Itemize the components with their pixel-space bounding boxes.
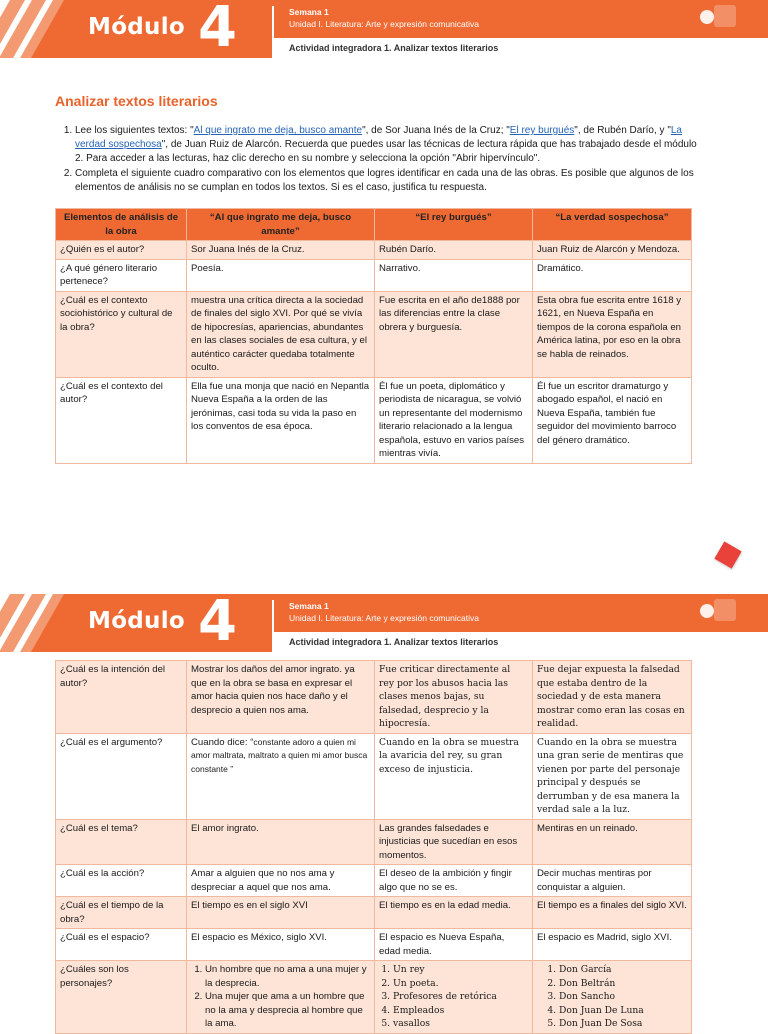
- list-item: 2. Don Beltrán: [559, 977, 687, 991]
- characters-list-3: [537, 963, 687, 1031]
- table-row: [56, 733, 692, 819]
- link-el-rey-burgues[interactable]: El rey burgués: [509, 125, 575, 136]
- table-cell: ¿Cuál es el tema?: [56, 819, 187, 865]
- week-label: Semana 1: [289, 7, 329, 17]
- table-cell: El espacio es México, siglo XVI.: [187, 929, 375, 961]
- page1-header: [0, 0, 768, 58]
- table-cell: Él fue un escritor dramaturgo y abogado español, el nació en Nueva España, también fue seguidor del movimiento barroco del género dramático.: [533, 377, 692, 463]
- comparison-table-page1: [55, 208, 692, 464]
- list-item: 2. Un poeta.: [393, 977, 528, 991]
- table-cell: Sor Juana Inés de la Cruz.: [187, 241, 375, 260]
- table-cell: Las grandes falsedades e injusticias que sucedían en esos momentos.: [375, 819, 533, 865]
- table-cell: Narrativo.: [375, 259, 533, 291]
- table-cell: Fue dejar expuesta la falsedad que estaba dentro de la sociedad y de esta manera mostrar como eran las cosas en realidad.: [533, 661, 692, 734]
- list-item: 1. Don García: [559, 963, 687, 977]
- table-cell: Mostrar los daños del amor ingrato. ya que en la obra se basa en expresar el amor hacia quien nos hace daño y el desprecio a quien nos ama.: [187, 661, 375, 734]
- table-cell: ¿A qué género literario pertenece?: [56, 259, 187, 291]
- table-cell: El tiempo es a finales del siglo XVI.: [533, 897, 692, 929]
- table-cell: Ella fue una monja que nació en Nepantla Nueva España a la orden de las jerónimas, casi toda su vida la paso en los conventos de esa época.: [187, 377, 375, 463]
- table-cell: Fue escrita en el año de1888 por las diferencias entre la clase obrera y burguesía.: [375, 291, 533, 377]
- unit-label: Unidad I. Literatura: Arte y expresión comunicativa: [289, 613, 479, 623]
- list-item: 5. vasallos: [393, 1017, 528, 1031]
- table-cell: Esta obra fue escrita entre 1618 y 1621, en Nueva España en tiempos de la corona española en América latina, por eso en la obra se habla de reinados.: [533, 291, 692, 377]
- table-cell: Cuando en la obra se muestra una gran serie de mentiras que vienen por parte del personaje principal y después se derrumban y de esa manera la verdad sale a la luz.: [533, 733, 692, 819]
- table-cell: ¿Cuál es la acción?: [56, 865, 187, 897]
- link-al-que-ingrato[interactable]: Al que ingrato me deja, busco amante: [193, 125, 363, 136]
- table-cell: Mentiras en un reinado.: [533, 819, 692, 865]
- table-row: [56, 291, 692, 377]
- table-cell: Poesía.: [187, 259, 375, 291]
- table-row: [56, 377, 692, 463]
- list-item: 5. Don Juan De Sosa: [559, 1017, 687, 1031]
- table-cell: [187, 733, 375, 819]
- table-cell: Dramático.: [533, 259, 692, 291]
- table-cell: Rubén Darío.: [375, 241, 533, 260]
- prepa-en-linea-logo: [698, 2, 738, 34]
- list-item: 3. Don Sancho: [559, 990, 687, 1004]
- table-row: [56, 661, 692, 734]
- characters-list-2: [379, 963, 528, 1031]
- week-label: Semana 1: [289, 601, 329, 611]
- module-number: 4: [198, 0, 237, 58]
- table-cell: El amor ingrato.: [187, 819, 375, 865]
- column-header: “Al que ingrato me deja, busco amante”: [187, 209, 375, 241]
- table-cell: El tiempo es en el siglo XVI: [187, 897, 375, 929]
- table-cell: [375, 961, 533, 1034]
- table-cell: ¿Cuál es la intención del autor?: [56, 661, 187, 734]
- table-cell: El deseo de la ambición y fingir algo que no se es.: [375, 865, 533, 897]
- table-cell: Cuando en la obra se muestra la avaricia del rey, su gran exceso de injusticia.: [375, 733, 533, 819]
- table-cell: ¿Cuál es el contexto sociohistórico y cultural de la obra?: [56, 291, 187, 377]
- header-divider: [272, 600, 274, 638]
- column-header: “La verdad sospechosa”: [533, 209, 692, 241]
- table-cell: El tiempo es en la edad media.: [375, 897, 533, 929]
- section-title: Analizar textos literarios: [55, 93, 218, 109]
- table-cell: El espacio es Madrid, siglo XVI.: [533, 929, 692, 961]
- module-label: Módulo: [88, 608, 186, 634]
- table-row: [56, 961, 692, 1034]
- activity-title: Actividad integradora 1. Analizar textos literarios: [289, 43, 499, 53]
- list-item: 2. Una mujer que ama a un hombre que no la ama y desprecia al hombre que la ama.: [205, 990, 370, 1031]
- characters-list-1: [191, 963, 370, 1031]
- table-cell: Él fue un poeta, diplomático y periodista de nicaragua, se volvió un representante del modernismo literario relacionado a la lengua española, estuvo en varios países mientras vivía.: [375, 377, 533, 463]
- table-row: [56, 897, 692, 929]
- list-item: 4. Empleados: [393, 1004, 528, 1018]
- argument-quote: constante adoro a quien mi amor maltrata, maltrato a quien mi amor busca constante ”: [191, 736, 368, 774]
- instruction-item-1: 1. Lee los siguientes textos: "Al que ingrato me deja, busco amante", de Sor Juana Inés de la Cruz; "El rey burgués", de Rubén Darío, y "La verdad sospechosa", de Juan Ruiz de Alarcón. Recuerda que puedes usar las técnicas de lectura rápida que has trabajado desde el módulo 2. Para acceder a las lecturas, haz clic derecho en su nombre y selecciona la opción "Abrir hipervínculo".: [75, 124, 705, 166]
- table-cell: [533, 961, 692, 1034]
- table-cell: Fue criticar directamente al rey por los abusos hacia las clases menos bajas, su falsedad, desprecio y la hipocresía.: [375, 661, 533, 734]
- table-cell: muestra una crítica directa a la sociedad de finales del siglo XVI. Por qué se vivía de hipocresías, apariencias, abundantes en las clases sociales de esa cultura, y el auténtico carácter quedaba totalmente oculto.: [187, 291, 375, 377]
- list-item: 1. Un rey: [393, 963, 528, 977]
- table-cell: ¿Cuáles son los personajes?: [56, 961, 187, 1034]
- table-row: [56, 241, 692, 260]
- table-cell: ¿Cuál es el contexto del autor?: [56, 377, 187, 463]
- page2-header: [0, 594, 768, 652]
- instructions: [55, 124, 705, 196]
- decorative-diamond: [714, 541, 741, 568]
- list-item: 1. Un hombre que no ama a una mujer y la desprecia.: [205, 963, 370, 990]
- table-row: [56, 259, 692, 291]
- table-row: [56, 865, 692, 897]
- list-item: 4. Don Juan De Luna: [559, 1004, 687, 1018]
- argument-intro: Cuando dice: “: [191, 736, 254, 748]
- table-header-row: [56, 209, 692, 241]
- module-label: Módulo: [88, 14, 186, 40]
- link-la-verdad-sospechosa[interactable]: La verdad sospechosa: [75, 125, 682, 150]
- list-item: 3. Profesores de retórica: [393, 990, 528, 1004]
- comparison-table-page2: [55, 660, 692, 1034]
- header-divider: [272, 6, 274, 44]
- table-cell: ¿Quién es el autor?: [56, 241, 187, 260]
- prepa-en-linea-logo: [698, 596, 738, 628]
- table-cell: Amar a alguien que no nos ama y despreciar a aquel que nos ama.: [187, 865, 375, 897]
- column-header: Elementos de análisis de la obra: [56, 209, 187, 241]
- table-cell: El espacio es Nueva España, edad media.: [375, 929, 533, 961]
- unit-label: Unidad I. Literatura: Arte y expresión comunicativa: [289, 19, 479, 29]
- table-cell: ¿Cuál es el tiempo de la obra?: [56, 897, 187, 929]
- table-row: [56, 819, 692, 865]
- column-header: “El rey burgués”: [375, 209, 533, 241]
- table-cell: [187, 961, 375, 1034]
- table-row: [56, 929, 692, 961]
- module-number: 4: [198, 594, 237, 652]
- table-cell: Juan Ruiz de Alarcón y Mendoza.: [533, 241, 692, 260]
- table-cell: ¿Cuál es el argumento?: [56, 733, 187, 819]
- table-cell: Decir muchas mentiras por conquistar a alguien.: [533, 865, 692, 897]
- instruction-item-2: 2. Completa el siguiente cuadro comparativo con los elementos que logres identificar en cada una de las obras. Es posible que algunos de los elementos de análisis no se cumplan en todos los textos. Si es el caso, justifica tu respuesta.: [75, 167, 705, 195]
- activity-title: Actividad integradora 1. Analizar textos literarios: [289, 637, 499, 647]
- table-cell: ¿Cuál es el espacio?: [56, 929, 187, 961]
